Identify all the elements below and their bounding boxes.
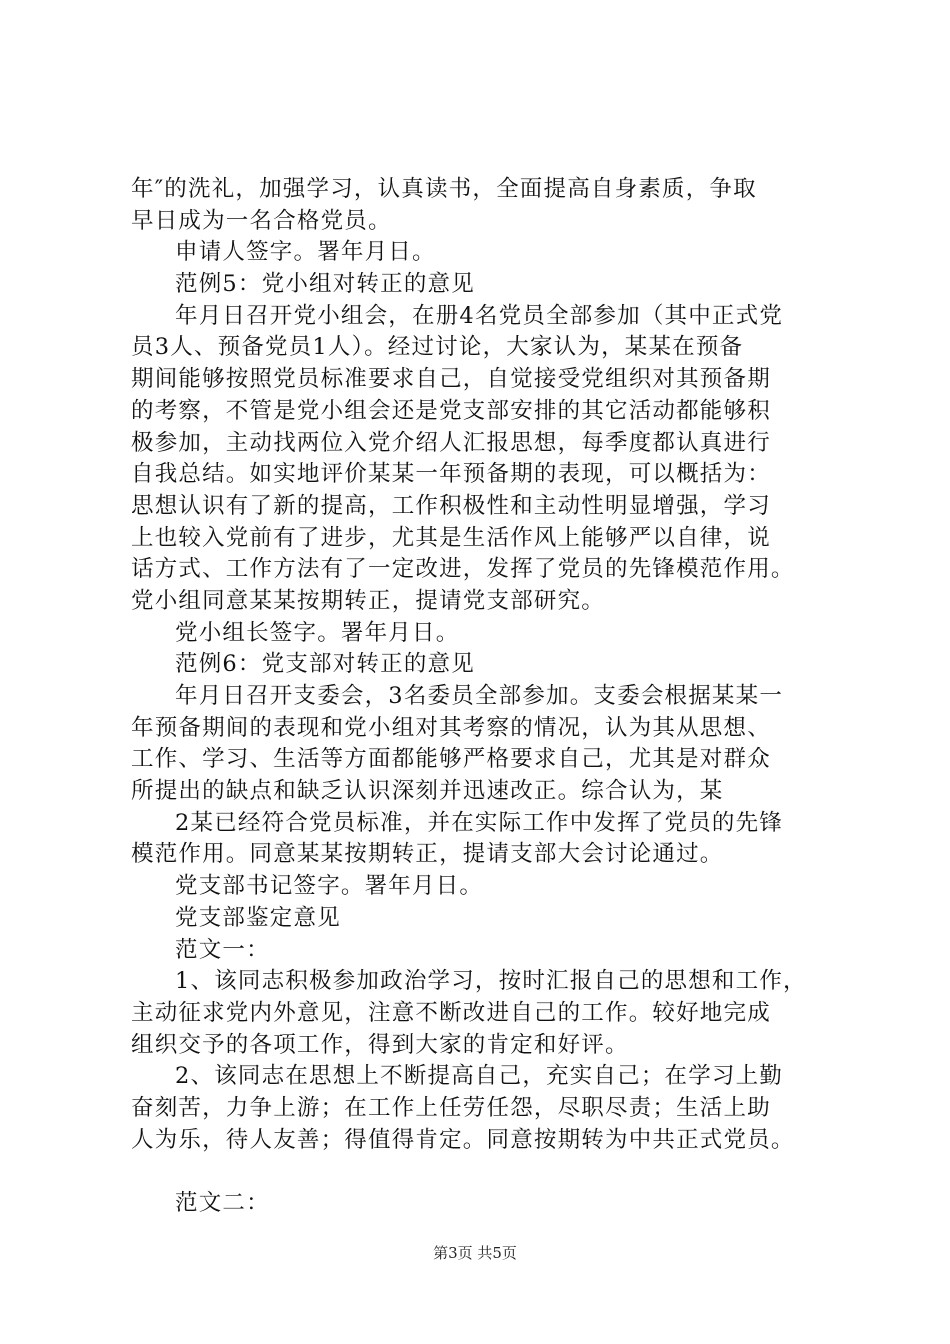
text-line: 年″的洗礼，加强学习，认真读书，全面提高自身素质，争取 <box>131 176 757 202</box>
text-line: 党小组同意某某按期转正，提请党支部研究。 <box>131 587 606 614</box>
document-body <box>131 174 831 1220</box>
text-line: 的考察，不管是党小组会还是党支部安排的其它活动都能够积 <box>131 397 771 424</box>
text-line: 年月日召开党小组会，在册4名党员全部参加（其中正式党 <box>175 302 784 329</box>
text-line: 范例5：党小组对转正的意见 <box>175 271 475 298</box>
text-line: 工作、学习、生活等方面都能够严格要求自己，尤其是对群众 <box>131 746 771 773</box>
text-line: 年月日召开支委会，3名委员全部参加。支委会根据某某一 <box>175 683 784 709</box>
text-line: 话方式、工作方法有了一定改进，发挥了党员的先锋模范作用。 <box>131 556 795 583</box>
text-line: 员3人、预备党员1人）。经过讨论，大家认为，某某在预备 <box>131 334 744 361</box>
text-line: 期间能够按照党员标准要求自己，自觉接受党组织对其预备期 <box>131 366 771 393</box>
text-line: 组织交予的各项工作，得到大家的肯定和好评。 <box>131 1031 629 1058</box>
text-line: 所提出的缺点和缺乏认识深刻并迅速改正。综合认为，某 <box>131 778 724 805</box>
text-line: 上也较入党前有了进步，尤其是生活作风上能够严以自律，说 <box>131 524 771 551</box>
text-line: 模范作用。同意某某按期转正，提请支部大会讨论通过。 <box>131 841 724 868</box>
text-line: 早日成为一名合格党员。 <box>131 207 392 234</box>
text-line: 2某已经符合党员标准，并在实际工作中发挥了党员的先锋 <box>175 809 784 836</box>
text-line: 自我总结。如实地评价某某一年预备期的表现，可以概括为： <box>131 461 771 488</box>
text-line: 人为乐，待人友善；得值得肯定。同意按期转为中共正式党员。 <box>131 1126 795 1153</box>
text-line: 2、该同志在思想上不断提高自己，充实自己；在学习上勤 <box>175 1063 784 1090</box>
text-line: 1、该同志积极参加政治学习，按时汇报自己的思想和工作， <box>175 968 807 995</box>
text-line: 主动征求党内外意见，注意不断改进自己的工作。较好地完成 <box>131 999 771 1026</box>
text-line: 奋刻苦，力争上游；在工作上任劳任怨，尽职尽责；生活上助 <box>131 1094 771 1121</box>
text-line: 思想认识有了新的提高，工作积极性和主动性明显增强，学习 <box>131 492 771 519</box>
page-footer: 第3页 共5页 <box>433 1244 517 1262</box>
text-line: 年预备期间的表现和党小组对其考察的情况，认为其从思想、 <box>131 714 771 741</box>
text-line: 党支部鉴定意见 <box>175 904 341 931</box>
text-line: 极参加，主动找两位入党介绍人汇报思想，每季度都认真进行 <box>131 429 771 456</box>
blank-line <box>131 1156 831 1188</box>
text-line: 党支部书记签字。署年月日。 <box>175 873 484 900</box>
text-line: 范文一： <box>175 936 270 963</box>
text-line: 范文二： <box>175 1190 270 1216</box>
text-line: 申请人签字。署年月日。 <box>175 239 436 266</box>
text-line: 党小组长签字。署年月日。 <box>175 619 460 646</box>
text-line: 范例6：党支部对转正的意见 <box>175 651 475 678</box>
